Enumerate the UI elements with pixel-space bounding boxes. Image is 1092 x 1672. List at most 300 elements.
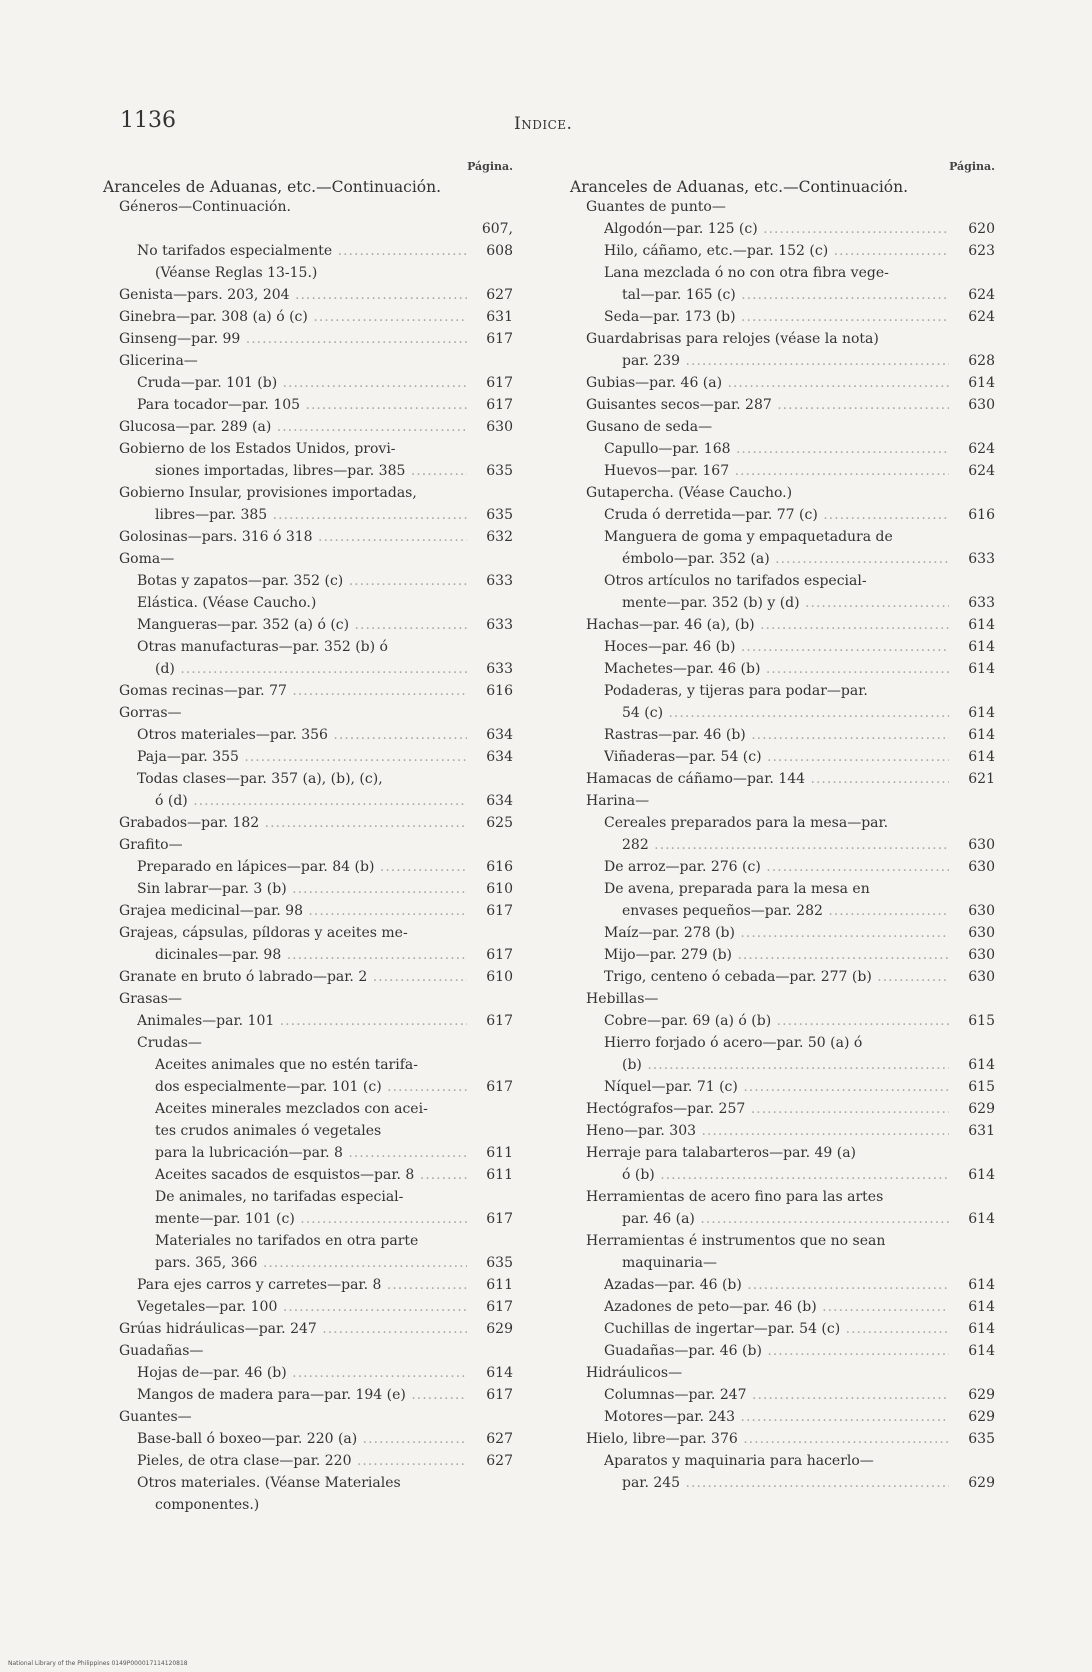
- entry-text: Guardabrisas para relojes (véase la nota): [586, 331, 879, 347]
- index-entry: [103, 1362, 513, 1384]
- index-entry: [570, 1296, 995, 1318]
- entry-text: Seda—par. 173 (b) .....: [604, 306, 949, 328]
- entry-text: Grúas hidráulicas—par. 247 .....: [119, 1318, 467, 1340]
- entry-page: 624: [968, 287, 995, 303]
- entry-page: 615: [968, 1079, 995, 1095]
- entry-text: Motores—par. 243 .....: [604, 1406, 949, 1428]
- index-entry: [103, 1010, 513, 1032]
- index-entry: [103, 482, 513, 504]
- index-entry: [103, 988, 513, 1010]
- entry-page: 615: [968, 1013, 995, 1029]
- index-entry: [103, 834, 513, 856]
- entry-text: Machetes—par. 46 (b) .....: [604, 658, 949, 680]
- entry-text: ó (d) .....: [155, 790, 467, 812]
- index-entry: [103, 548, 513, 570]
- entry-text: Otros artículos no tarifados especial-: [604, 573, 867, 589]
- index-entry: [570, 592, 995, 614]
- entry-page: 614: [486, 1365, 513, 1381]
- index-entry: [103, 790, 513, 812]
- index-entry: [570, 1472, 995, 1494]
- entry-text: Algodón—par. 125 (c) .....: [604, 218, 949, 240]
- entry-text: Gusano de seda—: [586, 419, 713, 435]
- entry-text: émbolo—par. 352 (a) .....: [622, 548, 949, 570]
- index-entry: [103, 526, 513, 548]
- index-entry: [103, 262, 513, 284]
- entry-text: Manguera de goma y empaquetadura de: [604, 529, 893, 545]
- entry-page: 617: [486, 903, 513, 919]
- index-entry: [570, 1054, 995, 1076]
- page-label: Página.: [467, 160, 513, 173]
- running-head: Indice.: [514, 114, 573, 134]
- entry-page: 635: [486, 507, 513, 523]
- entry-text: par. 46 (a) .....: [622, 1208, 949, 1230]
- entry-page: 623: [968, 243, 995, 259]
- index-entry: [103, 1450, 513, 1472]
- entry-page: 614: [968, 749, 995, 765]
- entry-text: Heno—par. 303 .....: [586, 1120, 949, 1142]
- entry-text: (Véanse Reglas 13-15.): [155, 265, 318, 281]
- entry-text: componentes.): [155, 1497, 260, 1513]
- index-entry: [570, 944, 995, 966]
- index-entry: [570, 812, 995, 834]
- entry-page: 620: [968, 221, 995, 237]
- entry-text: Hojas de—par. 46 (b) .....: [137, 1362, 467, 1384]
- index-entry: [103, 724, 513, 746]
- entry-page: 621: [968, 771, 995, 787]
- index-entry: [103, 394, 513, 416]
- entry-page: 617: [486, 1013, 513, 1029]
- entry-text: Pieles, de otra clase—par. 220 .....: [137, 1450, 467, 1472]
- entry-text: Guisantes secos—par. 287 .....: [586, 394, 949, 416]
- column-header: [103, 160, 513, 196]
- entry-text: Paja—par. 355 .....: [137, 746, 467, 768]
- entry-text: Para tocador—par. 105 .....: [137, 394, 467, 416]
- index-column-right: [570, 160, 995, 1494]
- index-entry: [103, 1472, 513, 1494]
- entry-text: Lana mezclada ó no con otra fibra vege-: [604, 265, 889, 281]
- index-entry: [103, 1318, 513, 1340]
- entry-page: 611: [486, 1277, 513, 1293]
- entry-page: 624: [968, 309, 995, 325]
- entry-page: 630: [968, 859, 995, 875]
- entry-page: 630: [968, 925, 995, 941]
- entry-text: dicinales—par. 98 .....: [155, 944, 467, 966]
- entry-page: 614: [968, 1167, 995, 1183]
- entry-text: Crudas—: [137, 1035, 202, 1051]
- entry-text: Grafito—: [119, 837, 183, 853]
- entry-page: 633: [486, 573, 513, 589]
- entry-page: 625: [486, 815, 513, 831]
- column-heading: Aranceles de Aduanas, etc.—Continuación.: [570, 178, 909, 196]
- index-entry: [570, 1428, 995, 1450]
- entry-text: Cruda ó derretida—par. 77 (c) .....: [604, 504, 949, 526]
- entry-text: mente—par. 101 (c) .....: [155, 1208, 467, 1230]
- entry-text: Azadas—par. 46 (b) .....: [604, 1274, 949, 1296]
- entry-text: 282 .....: [622, 834, 949, 856]
- index-entry: [570, 922, 995, 944]
- index-entry: [570, 1208, 995, 1230]
- index-entry: [103, 1230, 513, 1252]
- index-entry: [103, 856, 513, 878]
- index-entry: [103, 1120, 513, 1142]
- entry-page: 617: [486, 331, 513, 347]
- entry-page: 614: [968, 705, 995, 721]
- index-entry: [570, 614, 995, 636]
- entry-text: Gorras—: [119, 705, 182, 721]
- entry-page: 629: [968, 1387, 995, 1403]
- index-entry: [570, 394, 995, 416]
- entry-text: (d) .....: [155, 658, 467, 680]
- index-entry: [570, 1252, 995, 1274]
- column-header: [570, 160, 995, 196]
- entry-text: Cobre—par. 69 (a) ó (b) .....: [604, 1010, 949, 1032]
- index-entry: [103, 460, 513, 482]
- entry-page: 614: [968, 1277, 995, 1293]
- entry-text: Elástica. (Véase Caucho.): [137, 595, 317, 611]
- entry-text: Cuchillas de ingertar—par. 54 (c) .....: [604, 1318, 949, 1340]
- entry-text: Aparatos y maquinaria para hacerlo—: [604, 1453, 874, 1469]
- entry-page: 635: [486, 1255, 513, 1271]
- index-entry: [570, 306, 995, 328]
- index-entry: [103, 1274, 513, 1296]
- entry-text: Botas y zapatos—par. 352 (c) .....: [137, 570, 467, 592]
- entry-page: 633: [486, 661, 513, 677]
- index-entry: [103, 1098, 513, 1120]
- index-entry: [570, 1450, 995, 1472]
- entry-text: Hamacas de cáñamo—par. 144 .....: [586, 768, 949, 790]
- footer-credit: National Library of the Philippines 0149P000017114120818: [8, 1660, 188, 1667]
- index-entry: [570, 1120, 995, 1142]
- page-number: 1136: [120, 108, 176, 133]
- entry-text: Grajeas, cápsulas, píldoras y aceites me-: [119, 925, 408, 941]
- entry-text: Huevos—par. 167 .....: [604, 460, 949, 482]
- entry-page: 617: [486, 947, 513, 963]
- entry-page: 616: [486, 859, 513, 875]
- entry-page: 630: [968, 903, 995, 919]
- index-entry: [103, 702, 513, 724]
- index-entry: [103, 1142, 513, 1164]
- entry-text: mente—par. 352 (b) y (d) .....: [622, 592, 949, 614]
- entry-text: Hebillas—: [586, 991, 659, 1007]
- index-entry: [570, 526, 995, 548]
- entry-text: Podaderas, y tijeras para podar—par.: [604, 683, 868, 699]
- index-entry: [570, 350, 995, 372]
- entry-text: Harina—: [586, 793, 650, 809]
- entry-text: Trigo, centeno ó cebada—par. 277 (b) .....: [604, 966, 949, 988]
- entry-text: Gomas recinas—par. 77 .....: [119, 680, 467, 702]
- entry-text: Gobierno de los Estados Unidos, provi-: [119, 441, 396, 457]
- entry-page: 616: [968, 507, 995, 523]
- entry-text: 54 (c) .....: [622, 702, 949, 724]
- index-entry: [570, 702, 995, 724]
- index-entry: [103, 680, 513, 702]
- entry-page: 610: [486, 881, 513, 897]
- index-entry: [570, 966, 995, 988]
- entry-text: Sin labrar—par. 3 (b) .....: [137, 878, 467, 900]
- entry-page: 627: [486, 287, 513, 303]
- index-entry: [570, 482, 995, 504]
- index-entry: [103, 1076, 513, 1098]
- entry-page: 630: [486, 419, 513, 435]
- entry-page: 617: [486, 1079, 513, 1095]
- entry-page: 633: [968, 595, 995, 611]
- index-entry: [570, 548, 995, 570]
- entry-page: 635: [968, 1431, 995, 1447]
- index-entry: [570, 1142, 995, 1164]
- entry-page: 633: [968, 551, 995, 567]
- index-entry: [103, 878, 513, 900]
- entry-text: tal—par. 165 (c) .....: [622, 284, 949, 306]
- entry-page: 630: [968, 947, 995, 963]
- entry-page: 614: [968, 727, 995, 743]
- index-entry: [103, 306, 513, 328]
- index-entry: [103, 504, 513, 526]
- entry-page: 634: [486, 749, 513, 765]
- index-entry: [103, 1296, 513, 1318]
- entry-text: Glicerina—: [119, 353, 198, 369]
- entry-text: Guadañas—: [119, 1343, 204, 1359]
- index-entry: [570, 1010, 995, 1032]
- entry-page: 634: [486, 793, 513, 809]
- index-entry: [103, 922, 513, 944]
- index-entry: [103, 1164, 513, 1186]
- entry-text: Guadañas—par. 46 (b) .....: [604, 1340, 949, 1362]
- entry-page: 616: [486, 683, 513, 699]
- index-entry: [570, 240, 995, 262]
- index-entry: [103, 1054, 513, 1076]
- entry-page: 607, 608: [481, 221, 513, 259]
- index-entry: [570, 988, 995, 1010]
- entry-text: Ginebra—par. 308 (a) ó (c) .....: [119, 306, 467, 328]
- index-entry: [570, 1032, 995, 1054]
- index-entry: [570, 328, 995, 350]
- entry-page: 614: [968, 1299, 995, 1315]
- entry-text: De animales, no tarifadas especial-: [155, 1189, 404, 1205]
- index-entry: [103, 1384, 513, 1406]
- entry-text: De avena, preparada para la mesa en: [604, 881, 870, 897]
- entry-text: Rastras—par. 46 (b) .....: [604, 724, 949, 746]
- entry-text: Otras manufacturas—par. 352 (b) ó: [137, 639, 388, 655]
- entry-text: Grajea medicinal—par. 98 .....: [119, 900, 467, 922]
- index-entry: [570, 196, 995, 218]
- entry-page: 624: [968, 463, 995, 479]
- index-entry: [570, 768, 995, 790]
- entry-text: Herramientas de acero fino para las artes: [586, 1189, 884, 1205]
- entry-text: De arroz—par. 276 (c) .....: [604, 856, 949, 878]
- index-entry: [103, 966, 513, 988]
- entry-page: 634: [486, 727, 513, 743]
- index-entry: [570, 1230, 995, 1252]
- entry-text: par. 239 .....: [622, 350, 949, 372]
- index-entry: [103, 768, 513, 790]
- entry-text: Mijo—par. 279 (b) .....: [604, 944, 949, 966]
- entry-text: siones importadas, libres—par. 385 .....: [155, 460, 467, 482]
- index-entry: [570, 438, 995, 460]
- index-entry: [103, 1032, 513, 1054]
- entry-text: No tarifados especialmente .....: [137, 240, 467, 262]
- index-entry: [103, 416, 513, 438]
- index-entry: [570, 504, 995, 526]
- index-entry: [570, 636, 995, 658]
- entry-page: 611: [486, 1167, 513, 1183]
- entry-text: Hachas—par. 46 (a), (b) .....: [586, 614, 949, 636]
- entry-page: 614: [968, 639, 995, 655]
- index-entry: [570, 1098, 995, 1120]
- index-entry: [570, 746, 995, 768]
- entry-page: 631: [968, 1123, 995, 1139]
- index-entry: [570, 1274, 995, 1296]
- page-label: Página.: [949, 160, 995, 173]
- entry-page: 629: [968, 1101, 995, 1117]
- entry-text: Columnas—par. 247 .....: [604, 1384, 949, 1406]
- entry-text: Maíz—par. 278 (b) .....: [604, 922, 949, 944]
- entry-text: Níquel—par. 71 (c) .....: [604, 1076, 949, 1098]
- index-entry: [570, 262, 995, 284]
- entry-text: tes crudos animales ó vegetales: [155, 1123, 382, 1139]
- entry-page: 629: [486, 1321, 513, 1337]
- index-entry: [103, 1340, 513, 1362]
- index-entry: [570, 1076, 995, 1098]
- entry-text: envases pequeños—par. 282 .....: [622, 900, 949, 922]
- index-entry: [103, 614, 513, 636]
- entry-text: Aceites sacados de esquistos—par. 8 .....: [155, 1164, 467, 1186]
- entry-text: libres—par. 385 .....: [155, 504, 467, 526]
- entry-text: Animales—par. 101 .....: [137, 1010, 467, 1032]
- entry-page: 614: [968, 1057, 995, 1073]
- entry-page: 627: [486, 1453, 513, 1469]
- index-entry: [570, 856, 995, 878]
- entry-page: 629: [968, 1475, 995, 1491]
- index-entries: [103, 196, 513, 1516]
- entry-page: 617: [486, 397, 513, 413]
- entry-page: 627: [486, 1431, 513, 1447]
- index-entry: [103, 944, 513, 966]
- entry-text: ó (b) .....: [622, 1164, 949, 1186]
- index-entry: [570, 1340, 995, 1362]
- column-heading: Aranceles de Aduanas, etc.—Continuación.: [103, 178, 442, 196]
- entry-text: Hierro forjado ó acero—par. 50 (a) ó: [604, 1035, 863, 1051]
- entry-text: Grabados—par. 182 .....: [119, 812, 467, 834]
- index-entry: [570, 1318, 995, 1340]
- entry-text: Viñaderas—par. 54 (c) .....: [604, 746, 949, 768]
- entry-page: 629: [968, 1409, 995, 1425]
- entry-page: 630: [968, 397, 995, 413]
- entry-page: 617: [486, 375, 513, 391]
- index-entry: [570, 416, 995, 438]
- entry-text: Vegetales—par. 100 .....: [137, 1296, 467, 1318]
- entry-text: Hidráulicos—: [586, 1365, 683, 1381]
- index-entry: [570, 284, 995, 306]
- entry-text: Golosinas—pars. 316 ó 318 .....: [119, 526, 467, 548]
- entry-text: Cereales preparados para la mesa—par.: [604, 815, 889, 831]
- index-entries: [570, 196, 995, 1494]
- entry-page: 614: [968, 617, 995, 633]
- entry-text: Gobierno Insular, provisiones importadas,: [119, 485, 417, 501]
- entry-text: para la lubricación—par. 8 .....: [155, 1142, 467, 1164]
- index-entry: [103, 284, 513, 306]
- index-entry: [570, 1406, 995, 1428]
- entry-page: 630: [968, 969, 995, 985]
- entry-text: Gubias—par. 46 (a) .....: [586, 372, 949, 394]
- index-entry: [103, 328, 513, 350]
- index-entry: [570, 372, 995, 394]
- entry-text: Materiales no tarifados en otra parte: [155, 1233, 419, 1249]
- index-entry: [103, 1208, 513, 1230]
- index-entry: [570, 680, 995, 702]
- entry-text: Aceites minerales mezclados con acei-: [155, 1101, 428, 1117]
- entry-text: Herraje para talabarteros—par. 49 (a): [586, 1145, 857, 1161]
- index-entry: [103, 372, 513, 394]
- index-entry: [103, 218, 513, 262]
- index-entry: [570, 900, 995, 922]
- index-entry: [103, 1186, 513, 1208]
- index-entry: [103, 1406, 513, 1428]
- entry-text: Mangos de madera para—par. 194 (e) .....: [137, 1384, 467, 1406]
- index-entry: [570, 1384, 995, 1406]
- index-entry: [103, 438, 513, 460]
- entry-text: (b) .....: [622, 1054, 949, 1076]
- entry-page: 611: [486, 1145, 513, 1161]
- index-entry: [103, 746, 513, 768]
- index-entry: [570, 878, 995, 900]
- entry-text: Preparado en lápices—par. 84 (b) .....: [137, 856, 467, 878]
- entry-text: Capullo—par. 168 .....: [604, 438, 949, 460]
- entry-text: Goma—: [119, 551, 175, 567]
- entry-page: 617: [486, 1211, 513, 1227]
- entry-text: Mangueras—par. 352 (a) ó (c) .....: [137, 614, 467, 636]
- entry-text: Para ejes carros y carretes—par. 8 .....: [137, 1274, 467, 1296]
- index-entry: [570, 1164, 995, 1186]
- entry-page: 614: [968, 1321, 995, 1337]
- entry-page: 630: [968, 837, 995, 853]
- entry-text: Géneros—Continuación.: [119, 199, 291, 215]
- entry-text: par. 245 .....: [622, 1472, 949, 1494]
- entry-text: Hielo, libre—par. 376 .....: [586, 1428, 949, 1450]
- entry-text: pars. 365, 366 .....: [155, 1252, 467, 1274]
- entry-text: maquinaria—: [622, 1255, 717, 1271]
- entry-text: Todas clases—par. 357 (a), (b), (c),: [137, 771, 383, 787]
- index-entry: [570, 1186, 995, 1208]
- entry-page: 633: [486, 617, 513, 633]
- entry-text: Grasas—: [119, 991, 182, 1007]
- index-column-left: [103, 160, 513, 1516]
- entry-page: 617: [486, 1387, 513, 1403]
- entry-text: Genista—pars. 203, 204 .....: [119, 284, 467, 306]
- index-entry: [103, 636, 513, 658]
- entry-text: Base-ball ó boxeo—par. 220 (a) .....: [137, 1428, 467, 1450]
- entry-text: Granate en bruto ó labrado—par. 2 .....: [119, 966, 467, 988]
- entry-text: Cruda—par. 101 (b) .....: [137, 372, 467, 394]
- entry-page: 617: [486, 1299, 513, 1315]
- index-entry: [570, 724, 995, 746]
- entry-page: 632: [486, 529, 513, 545]
- index-entry: [103, 1252, 513, 1274]
- entry-text: Ginseng—par. 99 .....: [119, 328, 467, 350]
- index-entry: [103, 658, 513, 680]
- entry-text: Hectógrafos—par. 257 .....: [586, 1098, 949, 1120]
- entry-text: Otros materiales. (Véanse Materiales: [137, 1475, 401, 1491]
- entry-text: Otros materiales—par. 356 .....: [137, 724, 467, 746]
- entry-text: Gutapercha. (Véase Caucho.): [586, 485, 793, 501]
- index-entry: [103, 592, 513, 614]
- entry-text: dos especialmente—par. 101 (c) .....: [155, 1076, 467, 1098]
- entry-text: Guantes—: [119, 1409, 192, 1425]
- entry-text: Azadones de peto—par. 46 (b) .....: [604, 1296, 949, 1318]
- index-entry: [570, 460, 995, 482]
- index-entry: [570, 1362, 995, 1384]
- entry-page: 628: [968, 353, 995, 369]
- index-entry: [570, 790, 995, 812]
